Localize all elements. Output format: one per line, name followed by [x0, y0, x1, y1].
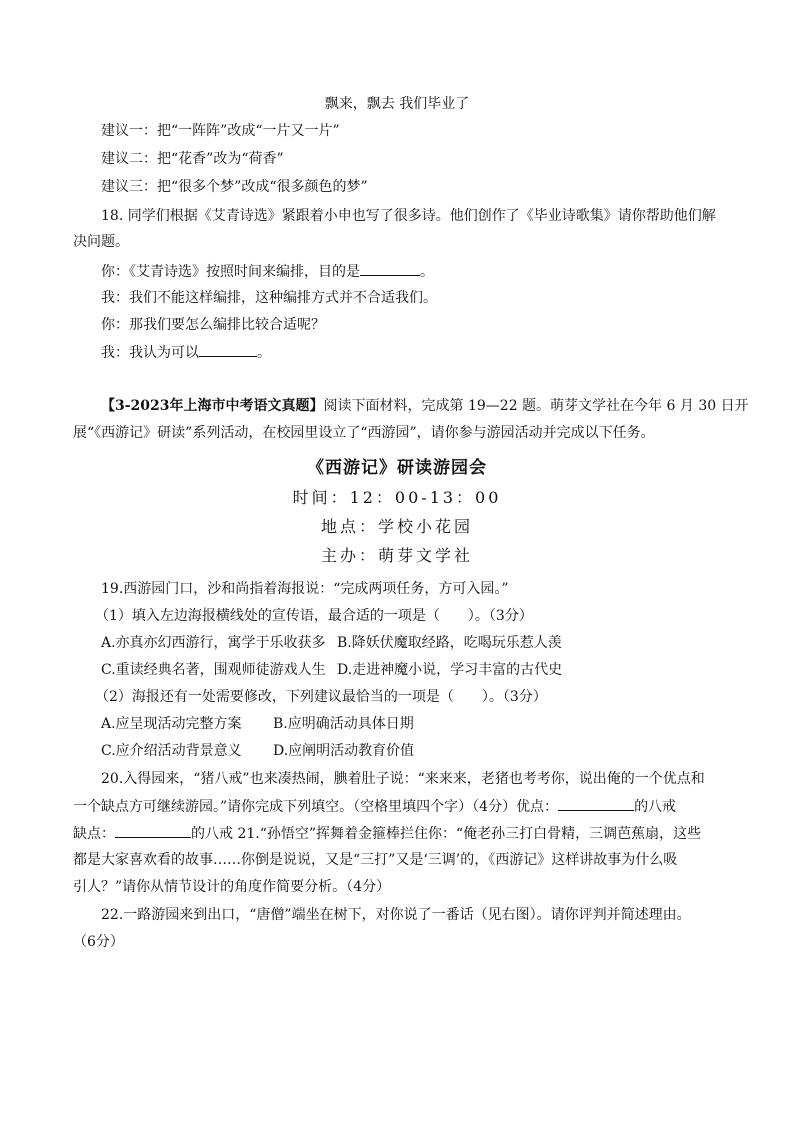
poster-time: 时间：12：00-13：00 — [292, 488, 502, 507]
q18-dialog-2: 我：我们不能这样编排，这种编排方式并不合适我们。 — [101, 290, 437, 306]
q18-line-2: 决问题。 — [73, 234, 129, 250]
q22-line-1: 22.一路游园来到出口，“唐僧”端坐在树下，对你说了一番话（见右图）。请你评判并简述理由。 — [101, 907, 691, 923]
q19-sub2-option-b[interactable]: B.应明确活动具体日期 — [273, 716, 414, 732]
q18-dialog-1 — [101, 261, 434, 282]
q19-sub1-option-c[interactable]: C.重读经典名著，围观师徒游戏人生 — [101, 662, 326, 678]
answer-blank[interactable] — [115, 823, 191, 838]
q18-dialog-3: 你：那我们要怎么编排比较合适呢？ — [101, 317, 325, 333]
q19-sub1-option-a[interactable]: A.亦真亦幻西游行，寓学于乐收获多 — [101, 635, 326, 651]
q20-line-2-text: 一个缺点方可继续游园。”请你完成下列填空。（空格里填四个字）（4分）优点： — [73, 799, 559, 815]
q22-line-2: （6分） — [73, 934, 124, 950]
q21-line-1: 都是大家喜欢看的故事……你倒是说说，又是“三打”又是‘三调’的，《西游记》这样讲故事为什么吸 — [73, 852, 678, 868]
q21-line-2: 引人？”请你从情节设计的角度作简要分析。（4分） — [73, 879, 391, 895]
suggestion-2: 建议二：把“花香”改为“荷香” — [101, 151, 284, 167]
q18-dialog-4 — [101, 342, 271, 363]
section3-line-1 — [101, 396, 749, 416]
q19-sub1: （1）填入左边海报横线处的宣传语，最合适的一项是（ ）。（3分） — [95, 608, 533, 624]
suggestion-1: 建议一：把“一阵阵”改成“一片又一片” — [101, 123, 340, 139]
q20-line-1: 20.入得园来，“猪八戒”也来凑热闹，腆着肚子说：“来来来，老猪也考考你，说出俺的一个优点和 — [101, 771, 705, 787]
q18-line-1: 18. 同学们根据《艾青诗选》紧跟着小申也写了很多诗。他们创作了《毕业诗歌集》请你帮助他们解 — [101, 208, 716, 224]
section3-intro: 阅读下面材料，完成第 19—22 题。萌芽文学社在今年 6 月 30 日开 — [323, 398, 749, 414]
q19-sub1-option-d[interactable]: D.走进神魔小说，学习丰富的古代史 — [337, 662, 563, 678]
suggestion-3: 建议三：把“很多个梦”改成“很多颜色的梦” — [101, 179, 368, 195]
q20-line-2 — [73, 796, 676, 817]
answer-blank[interactable] — [360, 261, 420, 276]
q19-sub2-option-a[interactable]: A.应呈现活动完整方案 — [101, 716, 242, 732]
answer-blank[interactable] — [199, 342, 257, 357]
q19-intro: 19.西游园门口，沙和尚指着海报说：“完成两项任务，方可入园。” — [101, 581, 509, 597]
q18-dialog-1-text: 你：《艾青诗选》按照时间来编排，目的是 — [101, 264, 360, 280]
poster-host: 主办：萌芽文学社 — [320, 546, 473, 565]
section3-tag: 【3-2023年上海市中考语文真题】 — [101, 398, 324, 414]
poster-place: 地点：学校小花园 — [320, 517, 473, 536]
q18-dialog-4-text: 我：我认为可以 — [101, 345, 199, 361]
poem-title: 飘来，飘去 我们毕业了 — [324, 96, 470, 112]
q18-dialog-1-end: 。 — [420, 264, 434, 280]
q20-line-3-label: 缺点： — [73, 826, 115, 842]
answer-blank[interactable] — [558, 796, 634, 811]
q19-sub1-option-b[interactable]: B.降妖伏魔取经路，吃喝玩乐惹人羡 — [337, 635, 562, 651]
q20-line-2-end: 的八戒 — [634, 799, 677, 815]
poster-title: 《西游记》研读游园会 — [307, 458, 487, 478]
q19-sub2: （2）海报还有一处需要修改，下列建议最恰当的一项是（ ）。（3分） — [95, 689, 547, 705]
section3-line-2: 展“《西游记》研读”系列活动，在校园里设立了“西游园”，请你参与游园活动并完成以下任务。 — [73, 425, 655, 441]
q19-sub2-option-d[interactable]: D.应阐明活动教育价值 — [273, 743, 415, 759]
q20-line-3 — [73, 823, 701, 844]
q18-dialog-4-end: 。 — [257, 345, 271, 361]
q20-line-3-text: 的八戒 21.“孙悟空”挥舞着金箍棒拦住你：“俺老孙三打白骨精，三调芭蕉扇，这些 — [191, 826, 702, 842]
q19-sub2-option-c[interactable]: C.应介绍活动背景意义 — [101, 743, 242, 759]
